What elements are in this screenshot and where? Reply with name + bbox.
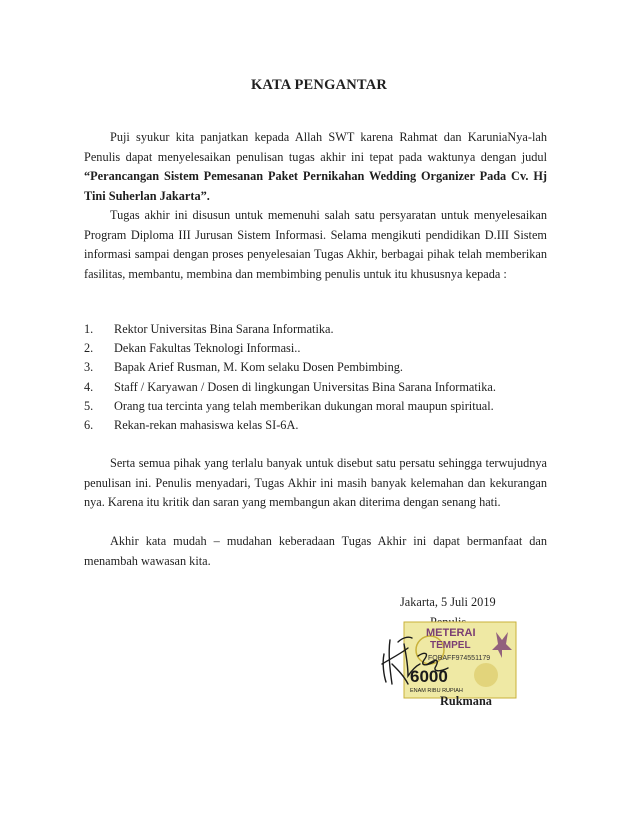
intro-text: Puji syukur kita panjatkan kepada Allah SWT karena Rahmat dan KaruniaNya-lah Penulis dapat menyelesaikan penulisan tugas akhir ini tepat pada waktunya dengan judul [84, 130, 547, 164]
list-item: 2. Dekan Fakultas Teknologi Informasi.. [84, 341, 301, 356]
signer-name: Rukmana [440, 694, 492, 708]
svg-text:ENAM RIBU RUPIAH: ENAM RIBU RUPIAH [410, 688, 463, 694]
place-date: Jakarta, 5 Juli 2019 [400, 595, 496, 609]
list-item: 4. Staff / Karyawan / Dosen di lingkungan Universitas Bina Sarana Informatika. [84, 379, 496, 394]
list-item: 5. Orang tua tercinta yang telah memberikan dukungan moral maupun spiritual. [84, 398, 494, 413]
svg-text:METERAI: METERAI [426, 627, 476, 639]
paragraph-closing: Akhir kata mudah – mudahan keberadaan Tugas Akhir ini dapat bermanfaat dan menambah wawasan kita. [84, 534, 547, 568]
svg-text:TEMPEL: TEMPEL [430, 640, 471, 651]
list-item: 1. Rektor Universitas Bina Sarana Informatika. [84, 322, 334, 336]
paragraph-thanks: Serta semua pihak yang terlalu banyak untuk disebut satu persatu sehingga terwujudnya penulisan ini. Penulis menyadari, Tugas Akhir ini masih banyak kelemahan dan kekurangan nya. Karena itu kritik dan saran yang membangun akan diterima dengan senang hati. [84, 456, 547, 510]
thesis-title: “Perancangan Sistem Pemesanan Paket Pernikahan Wedding Organizer Pada Cv. Hj Tini Suherlan Jakarta”. [84, 169, 547, 203]
paragraph-intro [84, 128, 547, 206]
purpose-text: Tugas akhir ini disusun untuk memenuhi salah satu persyaratan untuk menyelesaikan Program Diploma III Jurusan Sistem Informasi. Selama mengikuti pendidikan D.III Sistem informasi sampai dengan proses penyelesaian Tugas Akhir, berbagai pihak telah memberikan fasilitas, membantu, membina dan membimbing penulis untuk itu khususnya kepada : [84, 208, 547, 281]
meterai-stamp [378, 620, 518, 702]
svg-text:6000: 6000 [410, 667, 448, 686]
acknowledgement-list [84, 320, 554, 435]
paragraph-purpose [84, 206, 547, 284]
svg-text:FOBAFF974551179: FOBAFF974551179 [428, 655, 491, 662]
page-title: KATA PENGANTAR [250, 77, 388, 93]
list-item: 6. Rekan-rekan mahasiswa kelas SI-6A. [84, 418, 299, 433]
list-item: 3. Bapak Arief Rusman, M. Kom selaku Dosen Pembimbing. [84, 360, 403, 375]
